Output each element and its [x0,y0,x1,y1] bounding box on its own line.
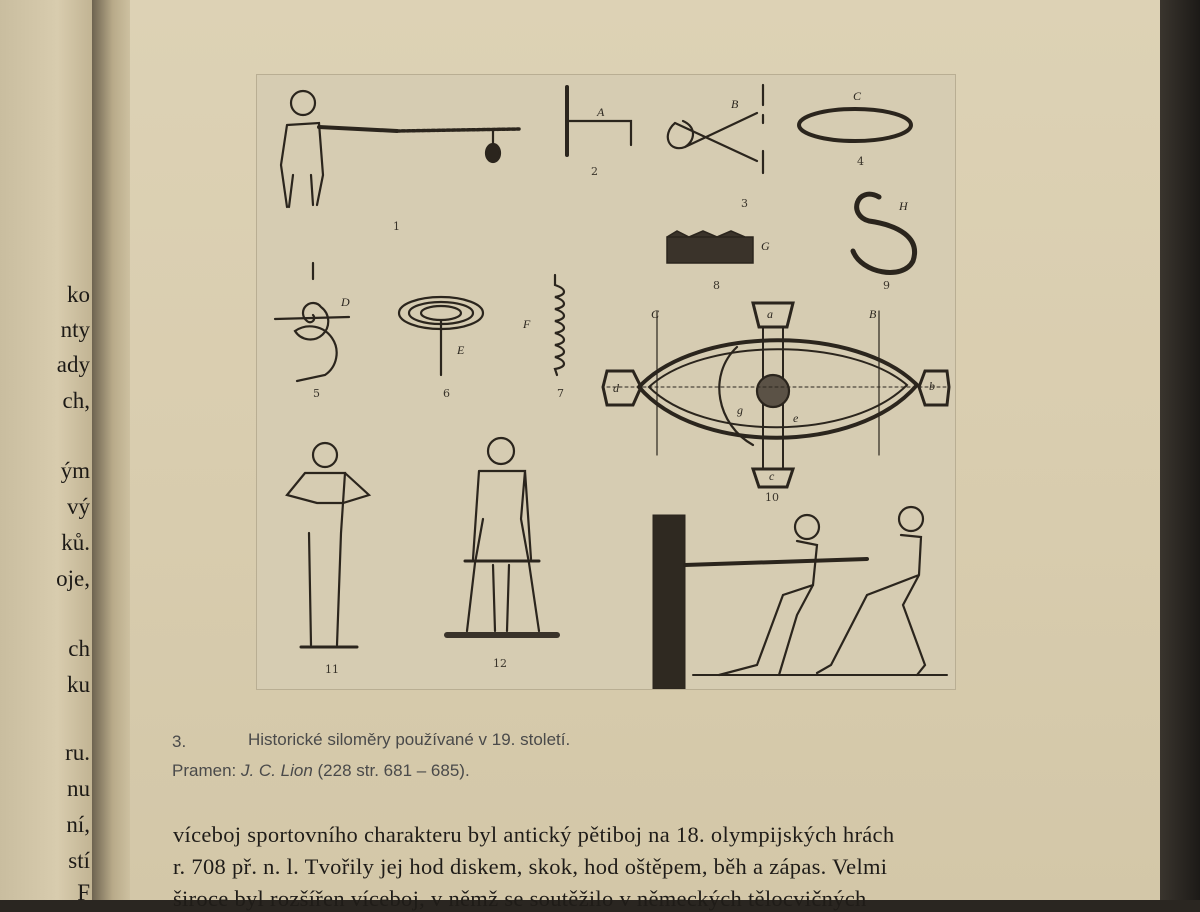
figure-3-pincers [668,85,763,173]
figure-number: 6 [443,387,450,400]
figure-letter: a [767,307,773,321]
figure-letter: C [853,89,862,103]
figure-4-oval-ring [799,109,911,141]
figure-caption-source [172,761,470,781]
left-text-fragment: stí [68,848,90,873]
figure-letter: E [457,343,465,357]
left-text-fragment: oje, [56,566,90,591]
left-text-fragment: ch [68,636,90,661]
figure-number: 3 [741,197,748,210]
figure-letter: B [731,97,739,111]
figure-letter: d [613,381,619,395]
figure-letter: C [651,307,660,321]
left-text-fragment: ků. [61,530,90,555]
figure-letter: D [341,295,350,309]
figure-letter: e [793,411,799,425]
previous-page [0,0,96,900]
figure-caption-number: 3. [172,732,187,751]
page-edge-shadow [1160,0,1200,900]
left-text-fragment: nu [67,776,90,801]
figure-number: 2 [591,165,598,178]
figure-1-man-with-pole [281,91,519,207]
figure-number: 10 [765,491,779,504]
left-text-fragment: ku [67,672,90,697]
left-text-fragment: ru. [65,740,90,765]
caption-source-prefix: Pramen: [172,761,241,780]
figure-number: 12 [493,657,507,670]
figure-letter: G [761,239,770,253]
body-text-line: široce byl rozšířen víceboj, v němž se soutěžilo v německých tělocvičných [173,886,867,911]
figure-plate [256,74,956,690]
figure-2-wall-hook [567,87,631,155]
figure-6-flat-spiral [399,297,483,375]
left-text-fragment: ady [56,352,90,377]
figure-letter: F [523,317,531,331]
figure-12-man-lifting [447,438,557,635]
left-text-fragment: ým [60,458,90,483]
left-text-fragment: nty [60,317,90,342]
figure-letter: H [899,199,908,213]
figure-number: 4 [857,155,864,168]
left-text-fragment: ch, [62,388,90,413]
figure-letter: A [597,105,605,119]
figure-11-man-pressing [287,443,369,647]
figure-10-oval-dynamometer [603,303,949,487]
left-text-fragment: vý [67,494,90,519]
figure-number: 7 [557,387,564,400]
figure-number: 9 [883,279,890,292]
left-text-fragment: F [77,880,90,900]
figure-letter: b [929,379,935,393]
figure-number: 5 [313,387,320,400]
figure-7-coil-spring [555,275,564,375]
body-text-line: víceboj sportovního charakteru byl antický pětiboj na 18. olympijských hrách [173,822,895,847]
caption-source-author: J. C. Lion [240,761,313,780]
figure-caption-title: Historické siloměry používané v 19. století. [248,730,571,749]
tug-of-war-scene [653,507,947,689]
caption-source-pages: (228 str. 681 – 685). [312,761,470,780]
figure-number: 11 [325,663,339,676]
left-text-fragment: ní, [66,812,90,837]
left-text-fragment: ko [67,282,90,307]
figure-letter: B [869,307,877,321]
figure-number: 1 [393,220,400,233]
figure-number: 8 [713,279,720,292]
figure-letter: g [737,403,743,417]
figure-5-spiral-spring [275,263,349,381]
figure-8-notched-bar [667,231,753,263]
historical-dynamometers-illustration [257,75,955,689]
body-text-line: r. 708 př. n. l. Tvořily jej hod diskem, skok, hod oštěpem, běh a zápas. Velmi [173,854,888,879]
figure-letter: c [769,469,775,483]
